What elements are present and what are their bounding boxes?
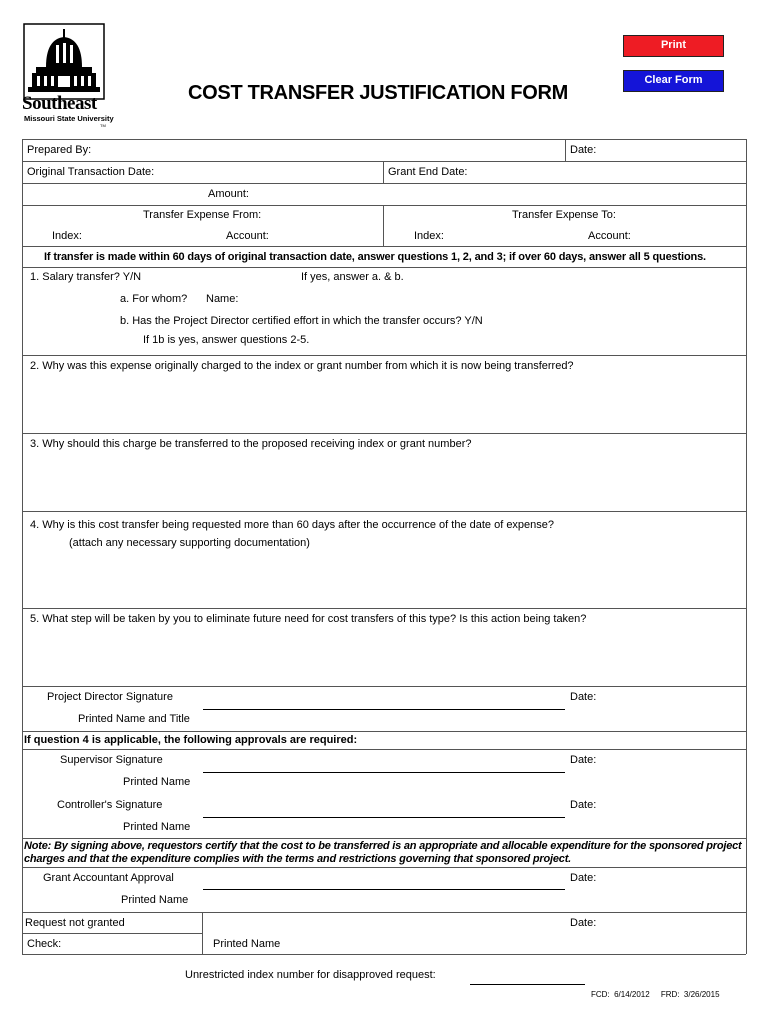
logo-wordmark: Southeast [22, 93, 97, 114]
q1b-certified: b. Has the Project Director certified effort in which the transfer occurs? Y/N [120, 315, 483, 327]
request-not-granted-field[interactable] [206, 914, 564, 931]
q5-answer-field[interactable] [26, 630, 742, 684]
supervisor-printed-name-label: Printed Name [123, 776, 191, 788]
controller-signature-label: Controller's Signature [57, 799, 163, 811]
pd-signature-label: Project Director Signature [47, 691, 173, 703]
logo-subline: Missouri State University [24, 114, 114, 123]
pd-printed-name-field[interactable] [203, 711, 565, 729]
request-date-field[interactable] [600, 914, 742, 931]
grant-accountant-date-label: Date: [570, 872, 597, 884]
clear-form-button[interactable]: Clear Form [623, 70, 724, 92]
request-not-granted-label: Request not granted [25, 917, 125, 929]
grant-end-date-field[interactable] [475, 163, 743, 181]
prepared-by-field[interactable] [110, 141, 560, 159]
supervisor-signature-label: Supervisor Signature [60, 754, 163, 766]
check-printed-name-field[interactable] [290, 935, 742, 952]
controller-date-label: Date: [570, 799, 597, 811]
supervisor-printed-name-field[interactable] [203, 774, 565, 792]
from-account-field[interactable] [276, 227, 380, 244]
supervisor-date-label: Date: [570, 754, 597, 766]
to-index-field[interactable] [450, 227, 580, 244]
unrestricted-index-field[interactable] [470, 966, 585, 983]
to-index-label: Index: [414, 230, 444, 242]
original-transaction-date-field[interactable] [165, 163, 380, 181]
from-index-field[interactable] [88, 227, 218, 244]
grant-accountant-printed-name-label: Printed Name [121, 894, 189, 906]
request-date-label: Date: [570, 917, 597, 929]
university-logo [22, 23, 114, 129]
q2-answer-field[interactable] [26, 376, 742, 430]
q1-salary-transfer-field[interactable] [160, 269, 290, 285]
supervisor-date-field[interactable] [600, 752, 742, 770]
q1a-name-label: Name: [206, 293, 239, 305]
check-printed-name-label: Printed Name [213, 938, 281, 950]
q1b-field[interactable] [520, 312, 580, 328]
print-button[interactable]: Print [623, 35, 724, 57]
logo-trademark: TM [100, 123, 106, 128]
grant-accountant-date-field[interactable] [600, 870, 742, 888]
q1-if-yes: If yes, answer a. & b. [301, 271, 404, 283]
date-label: Date: [570, 144, 597, 156]
instruction-text: If transfer is made within 60 days of original transaction date, answer questions 1, 2, and 3; if over 60 days, answer all 5 questions. [44, 251, 706, 263]
transfer-from-label: Transfer Expense From: [143, 209, 262, 221]
dome-emblem-icon [22, 23, 106, 101]
supervisor-signature-field[interactable] [203, 753, 565, 771]
q1b-note: If 1b is yes, answer questions 2-5. [143, 334, 310, 346]
q1a-for-whom: a. For whom? [120, 293, 188, 305]
pd-signature-field[interactable] [203, 690, 565, 708]
to-account-field[interactable] [638, 227, 742, 244]
amount-field[interactable] [256, 185, 556, 203]
printed-name-title-label: Printed Name and Title [78, 713, 190, 725]
q4-answer-field[interactable] [26, 554, 742, 606]
q1-salary-transfer: 1. Salary transfer? Y/N [30, 271, 142, 283]
q1a-name-field[interactable] [245, 290, 545, 306]
unrestricted-index-label: Unrestricted index number for disapproved request: [185, 969, 436, 981]
check-label: Check: [27, 938, 62, 950]
check-field[interactable] [68, 935, 198, 952]
controller-signature-field[interactable] [203, 798, 565, 816]
q4-approvals-heading: If question 4 is applicable, the following approvals are required: [24, 734, 358, 746]
q2-text: 2. Why was this expense originally charged to the index or grant number from which it is now being transferred? [30, 360, 574, 372]
form-title: COST TRANSFER JUSTIFICATION FORM [188, 82, 569, 104]
date-field[interactable] [600, 141, 742, 159]
controller-date-field[interactable] [600, 797, 742, 815]
pd-date-label: Date: [570, 691, 597, 703]
q5-text: 5. What step will be taken by you to eliminate future need for cost transfers of this type? Is this action being taken? [30, 613, 587, 625]
amount-label: Amount: [208, 188, 249, 200]
prepared-by-label: Prepared By: [27, 144, 92, 156]
q3-text: 3. Why should this charge be transferred to the proposed receiving index or grant number? [30, 438, 472, 450]
to-account-label: Account: [588, 230, 631, 242]
grant-accountant-printed-name-field[interactable] [203, 892, 565, 910]
q4-subtext: (attach any necessary supporting documentation) [69, 537, 310, 549]
pd-date-field[interactable] [600, 689, 742, 707]
form-revision-dates: FCD: 6/14/2012 FRD: 3/26/2015 [591, 990, 720, 999]
controller-printed-name-label: Printed Name [123, 821, 191, 833]
grant-accountant-signature-field[interactable] [203, 870, 565, 888]
from-account-label: Account: [226, 230, 269, 242]
original-transaction-date-label: Original Transaction Date: [27, 166, 155, 178]
q3-answer-field[interactable] [26, 454, 742, 508]
certification-note: Note: By signing above, requestors certify that the cost to be transferred is an appropriate and allocable expenditure for the sponsored project charges and that the expenditure complies with the terms and restrictions governing that sponsored project. [24, 840, 742, 865]
q4-text: 4. Why is this cost transfer being requested more than 60 days after the occurrence of the date of expense? [30, 519, 555, 531]
transfer-to-label: Transfer Expense To: [512, 209, 616, 221]
from-index-label: Index: [52, 230, 82, 242]
grant-end-date-label: Grant End Date: [388, 166, 468, 178]
controller-printed-name-field[interactable] [203, 819, 565, 837]
grant-accountant-approval-label: Grant Accountant Approval [43, 872, 174, 884]
